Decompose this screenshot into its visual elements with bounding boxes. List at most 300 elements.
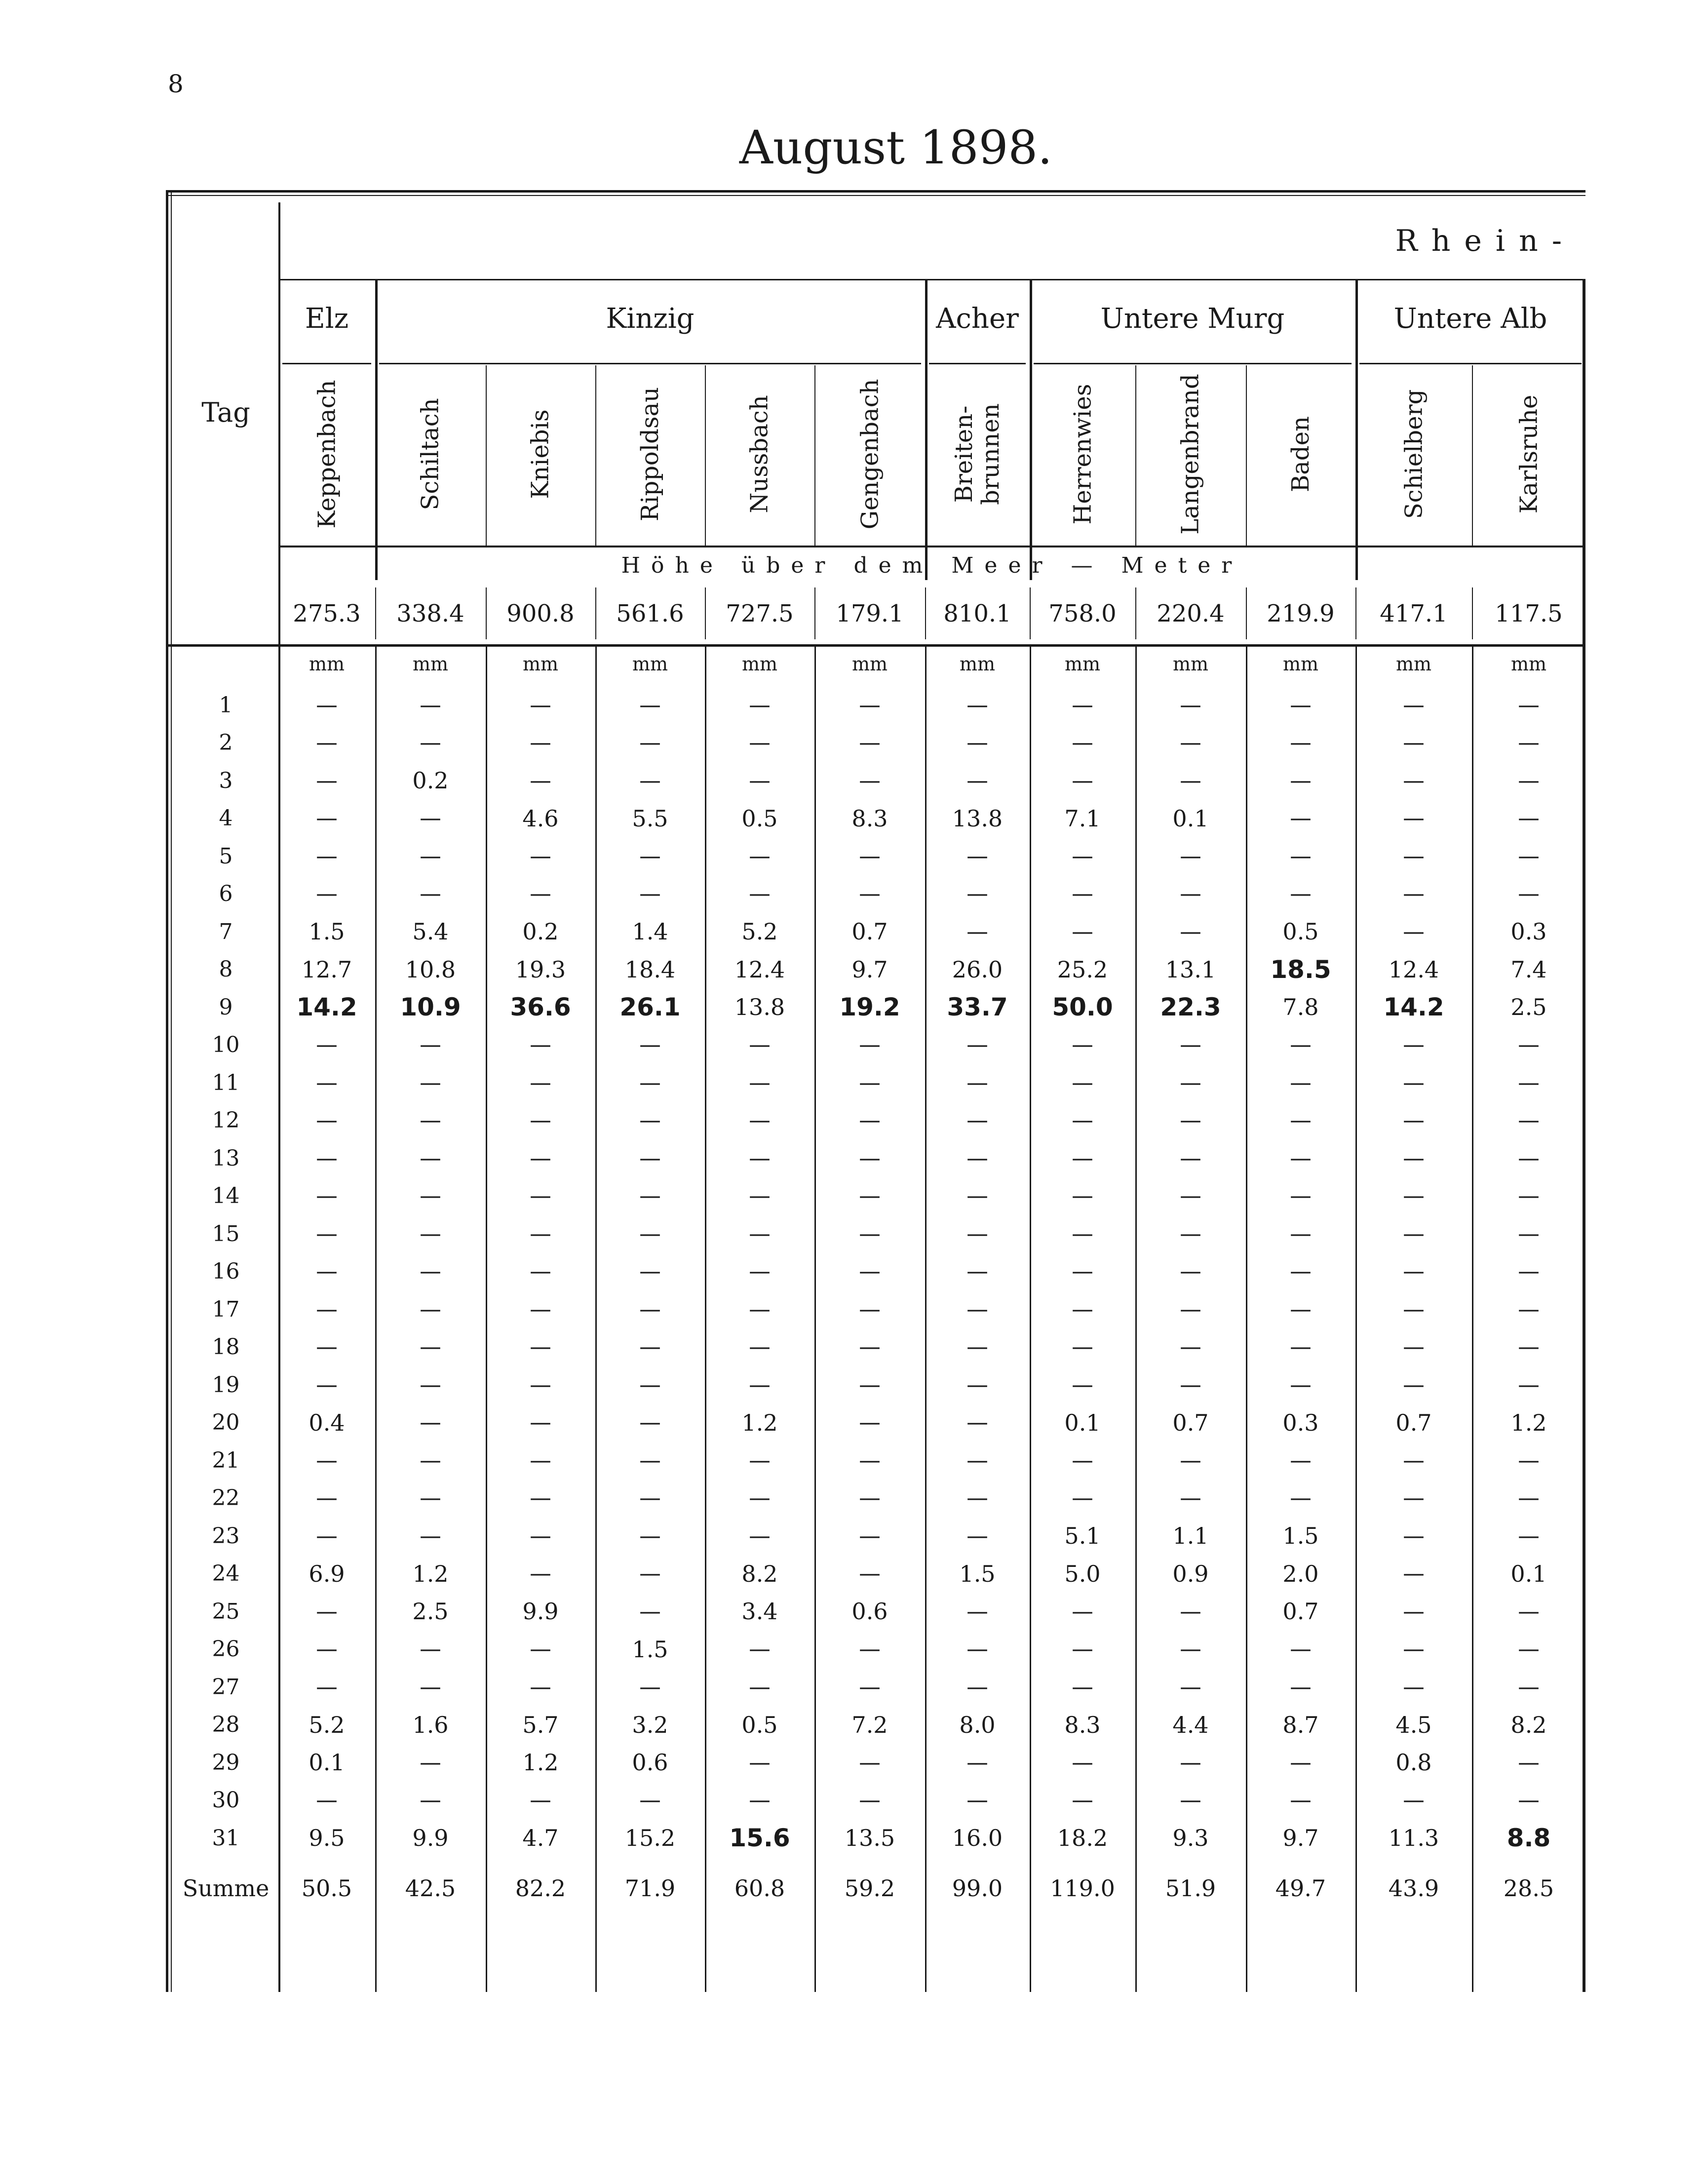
value-cell: — <box>316 843 338 869</box>
value-cell: — <box>420 1259 441 1285</box>
value-cell: — <box>1072 1296 1093 1322</box>
station-rule <box>925 365 926 546</box>
value-cell: — <box>859 1674 881 1700</box>
station-name: Baden <box>1287 416 1314 492</box>
station-header-2 <box>486 368 595 541</box>
value-cell: — <box>530 1108 551 1133</box>
day-label: 3 <box>219 768 233 793</box>
day-label: 28 <box>212 1712 240 1738</box>
value-cell: — <box>420 1221 441 1247</box>
day-label: 19 <box>212 1372 240 1398</box>
value-cell: — <box>420 1334 441 1360</box>
value-cell: — <box>1072 1788 1093 1813</box>
value-cell: — <box>316 806 338 831</box>
value-cell: — <box>1290 881 1312 907</box>
station-name: Schiltach <box>417 398 444 510</box>
value-cell: — <box>639 1259 661 1285</box>
value-cell: — <box>420 843 441 869</box>
value-cell: — <box>639 1523 661 1549</box>
value-cell: — <box>1180 1183 1201 1209</box>
value-cell: — <box>420 1485 441 1511</box>
value-cell: — <box>1180 1637 1201 1662</box>
value-cell: — <box>530 730 551 756</box>
elevation-7: 758.0 <box>1048 599 1117 627</box>
value-cell: — <box>1403 1221 1425 1247</box>
summe-value: 82.2 <box>515 1874 566 1902</box>
value-cell: — <box>530 843 551 869</box>
value-cell: 0.2 <box>412 767 449 794</box>
elevation-11: 117.5 <box>1495 599 1563 627</box>
value-cell: — <box>1072 1372 1093 1398</box>
value-cell: — <box>316 730 338 756</box>
value-cell: 25.2 <box>1057 956 1108 983</box>
value-cell: — <box>1072 1637 1093 1662</box>
value-cell: — <box>859 1637 881 1662</box>
value-cell: 10.9 <box>400 993 461 1022</box>
station-header-1 <box>375 368 486 541</box>
elev-rule <box>1135 587 1136 639</box>
value-cell: — <box>1518 1599 1540 1624</box>
value-cell: — <box>966 1032 988 1058</box>
value-cell: — <box>420 1296 441 1322</box>
elev-rule <box>1246 587 1247 639</box>
value-cell: — <box>530 1410 551 1436</box>
value-cell: — <box>966 1750 988 1775</box>
value-cell: — <box>1403 881 1425 907</box>
value-cell: — <box>639 1561 661 1587</box>
day-label: 14 <box>212 1183 240 1209</box>
value-cell: — <box>1072 1750 1093 1775</box>
value-cell: — <box>1518 1674 1540 1700</box>
day-label: 22 <box>212 1485 240 1511</box>
value-cell: — <box>966 1788 988 1813</box>
value-cell: — <box>749 768 771 793</box>
value-cell: — <box>749 1485 771 1511</box>
value-cell: — <box>639 1447 661 1473</box>
summe-value: 59.2 <box>844 1874 895 1902</box>
value-cell: — <box>966 1447 988 1473</box>
value-cell: 9.7 <box>851 956 888 983</box>
value-cell: — <box>749 1108 771 1133</box>
day-label: 25 <box>212 1599 240 1624</box>
value-cell: — <box>420 806 441 831</box>
value-cell: — <box>1290 1259 1312 1285</box>
value-cell: — <box>1403 1637 1425 1662</box>
value-cell: — <box>1518 1032 1540 1058</box>
elev-rule <box>814 587 815 639</box>
value-cell: — <box>1072 843 1093 869</box>
value-cell: — <box>1180 1070 1201 1095</box>
day-label: 26 <box>212 1637 240 1662</box>
value-cell: — <box>316 768 338 793</box>
value-cell: — <box>1072 1221 1093 1247</box>
value-cell: 1.2 <box>412 1560 449 1587</box>
value-cell: — <box>1403 1674 1425 1700</box>
value-cell: — <box>1180 1221 1201 1247</box>
value-cell: — <box>1290 730 1312 756</box>
value-cell: — <box>859 1221 881 1247</box>
value-cell: — <box>530 881 551 907</box>
value-cell: 13.8 <box>952 805 1003 832</box>
value-cell: — <box>859 1372 881 1398</box>
value-cell: — <box>1518 1221 1540 1247</box>
value-cell: — <box>530 1183 551 1209</box>
value-cell: — <box>316 1447 338 1473</box>
unit-4: mm <box>741 653 778 675</box>
elevation-10: 417.1 <box>1380 599 1448 627</box>
day-label: 1 <box>219 692 233 718</box>
value-cell: — <box>639 730 661 756</box>
station-header-10 <box>1355 368 1472 541</box>
value-cell: — <box>749 1183 771 1209</box>
value-cell: — <box>966 692 988 718</box>
value-cell: 8.3 <box>851 805 888 832</box>
value-cell: 18.4 <box>624 956 676 983</box>
value-cell: 7.4 <box>1510 956 1547 983</box>
value-cell: — <box>1403 1183 1425 1209</box>
value-cell: — <box>859 1485 881 1511</box>
page-number: 8 <box>168 70 184 98</box>
value-cell: 2.0 <box>1282 1560 1319 1587</box>
value-cell: — <box>859 1561 881 1587</box>
day-label: 10 <box>212 1032 240 1058</box>
elev-rule <box>375 587 376 639</box>
value-cell: 9.9 <box>522 1598 559 1625</box>
value-cell: — <box>1290 1070 1312 1095</box>
value-cell: — <box>420 1032 441 1058</box>
value-cell: — <box>1403 843 1425 869</box>
value-cell: — <box>749 1334 771 1360</box>
value-cell: — <box>749 1221 771 1247</box>
value-cell: 4.5 <box>1395 1711 1432 1738</box>
value-cell: — <box>1290 768 1312 793</box>
station-rule <box>705 365 706 546</box>
value-cell: — <box>639 843 661 869</box>
value-cell: — <box>1290 1750 1312 1775</box>
summe-value: 60.8 <box>734 1874 785 1902</box>
day-label: 31 <box>212 1825 240 1851</box>
value-cell: 7.1 <box>1064 805 1101 832</box>
river-rule <box>929 363 1026 364</box>
value-cell: — <box>1180 730 1201 756</box>
day-label: 30 <box>212 1788 240 1813</box>
station-name: Kniebis <box>527 409 554 499</box>
value-cell: — <box>639 1032 661 1058</box>
value-cell: — <box>966 1108 988 1133</box>
value-cell: 15.6 <box>729 1824 790 1853</box>
value-cell: — <box>420 1750 441 1775</box>
value-cell: — <box>1180 1145 1201 1171</box>
value-cell: — <box>1180 919 1201 944</box>
value-cell: — <box>1072 1259 1093 1285</box>
day-label: 13 <box>212 1145 240 1171</box>
value-cell: — <box>749 1637 771 1662</box>
value-cell: — <box>966 1485 988 1511</box>
value-cell: 9.7 <box>1282 1825 1319 1852</box>
value-cell: — <box>530 1032 551 1058</box>
value-cell: — <box>859 1296 881 1322</box>
unit-2: mm <box>522 653 559 675</box>
value-cell: — <box>316 1372 338 1398</box>
summe-value: 119.0 <box>1050 1874 1115 1902</box>
value-cell: 0.7 <box>851 918 888 945</box>
value-cell: — <box>966 1145 988 1171</box>
value-cell: 0.3 <box>1282 1409 1319 1436</box>
value-cell: — <box>1403 1599 1425 1624</box>
value-cell: — <box>1180 1259 1201 1285</box>
river-header-3: Untere Murg <box>1100 302 1285 335</box>
value-cell: — <box>749 692 771 718</box>
value-cell: 1.5 <box>959 1560 996 1587</box>
summe-label: Summe <box>182 1874 270 1902</box>
day-label: 5 <box>219 843 233 869</box>
value-cell: — <box>966 919 988 944</box>
value-cell: — <box>966 1070 988 1095</box>
value-cell: 0.1 <box>1172 805 1209 832</box>
value-cell: — <box>1403 1523 1425 1549</box>
summe-value: 51.9 <box>1165 1874 1216 1902</box>
river-rule <box>1034 363 1352 364</box>
value-cell: — <box>639 881 661 907</box>
value-cell: — <box>1518 1334 1540 1360</box>
value-cell: 14.2 <box>296 993 357 1022</box>
value-cell: — <box>1290 1334 1312 1360</box>
value-cell: — <box>316 1296 338 1322</box>
value-cell: — <box>639 1145 661 1171</box>
value-cell: — <box>1072 1070 1093 1095</box>
day-label: 21 <box>212 1447 240 1473</box>
elev-rule <box>1030 587 1031 639</box>
value-cell: — <box>749 1523 771 1549</box>
value-cell: — <box>420 1523 441 1549</box>
day-label: 12 <box>212 1108 240 1133</box>
summe-value: 99.0 <box>952 1874 1003 1902</box>
day-label: 9 <box>219 994 233 1020</box>
value-cell: — <box>1403 1561 1425 1587</box>
value-cell: — <box>749 843 771 869</box>
elev-rule <box>1472 587 1473 639</box>
station-header-7 <box>1030 368 1135 541</box>
value-cell: 1.5 <box>1282 1522 1319 1550</box>
value-cell: — <box>1072 1145 1093 1171</box>
value-cell: — <box>1290 1145 1312 1171</box>
elev-rule <box>925 587 926 639</box>
value-cell: 1.2 <box>522 1749 559 1776</box>
unit-7: mm <box>1064 653 1101 675</box>
station-rule <box>1135 365 1136 546</box>
value-cell: — <box>966 1183 988 1209</box>
value-cell: — <box>1072 919 1093 944</box>
day-label: 4 <box>219 806 233 831</box>
value-cell: — <box>1290 806 1312 831</box>
value-cell: — <box>1180 768 1201 793</box>
value-cell: — <box>859 1259 881 1285</box>
value-cell: — <box>749 1145 771 1171</box>
station-name: Langenbrand <box>1177 374 1205 535</box>
value-cell: — <box>1290 1485 1312 1511</box>
value-cell: — <box>420 1108 441 1133</box>
river-header-4: Untere Alb <box>1393 302 1547 335</box>
day-label: 18 <box>212 1334 240 1360</box>
river-rule <box>282 363 371 364</box>
day-label: 29 <box>212 1750 240 1775</box>
value-cell: — <box>639 1674 661 1700</box>
unit-1: mm <box>412 653 449 675</box>
region-header: Rhein- <box>1395 223 1576 258</box>
value-cell: — <box>1290 692 1312 718</box>
value-cell: — <box>1072 768 1093 793</box>
value-cell: — <box>530 1523 551 1549</box>
value-cell: — <box>639 1788 661 1813</box>
value-cell: — <box>1290 843 1312 869</box>
value-cell: — <box>1180 692 1201 718</box>
value-cell: — <box>1518 1750 1540 1775</box>
unit-6: mm <box>959 653 996 675</box>
tag-header: Tag <box>201 396 250 428</box>
elevation-3: 561.6 <box>616 599 684 627</box>
value-cell: — <box>316 1145 338 1171</box>
value-cell: 0.1 <box>309 1749 345 1776</box>
elevation-0: 275.3 <box>293 599 361 627</box>
value-cell: 9.3 <box>1172 1825 1209 1852</box>
value-cell: 22.3 <box>1160 993 1221 1022</box>
value-cell: — <box>749 1296 771 1322</box>
value-cell: 1.2 <box>741 1409 778 1436</box>
value-cell: — <box>749 1070 771 1095</box>
day-label: 24 <box>212 1561 240 1587</box>
value-cell: 5.2 <box>741 918 778 945</box>
value-cell: — <box>859 1183 881 1209</box>
station-header-8 <box>1135 368 1246 541</box>
elevation-bottom-rule <box>166 644 1585 647</box>
value-cell: — <box>1072 1485 1093 1511</box>
unit-3: mm <box>632 653 668 675</box>
value-cell: — <box>316 1599 338 1624</box>
value-cell: — <box>1290 1221 1312 1247</box>
value-cell: — <box>530 1070 551 1095</box>
elevation-9: 219.9 <box>1267 599 1335 627</box>
value-cell: 1.6 <box>412 1711 449 1738</box>
value-cell: 12.7 <box>301 956 352 983</box>
value-cell: — <box>420 1788 441 1813</box>
unit-0: mm <box>309 653 345 675</box>
value-cell: — <box>1180 1599 1201 1624</box>
value-cell: — <box>420 881 441 907</box>
value-cell: 8.2 <box>741 1560 778 1587</box>
value-cell: — <box>749 730 771 756</box>
value-cell: — <box>859 1447 881 1473</box>
value-cell: 0.7 <box>1395 1409 1432 1436</box>
value-cell: — <box>1403 806 1425 831</box>
value-cell: 0.8 <box>1395 1749 1432 1776</box>
value-cell: — <box>966 1372 988 1398</box>
value-cell: — <box>859 881 881 907</box>
elev-rule <box>486 587 487 639</box>
elevation-1: 338.4 <box>396 599 464 627</box>
value-cell: — <box>966 1259 988 1285</box>
value-cell: 10.8 <box>405 956 456 983</box>
value-cell: — <box>1180 1788 1201 1813</box>
value-cell: — <box>1180 1485 1201 1511</box>
value-cell: 8.2 <box>1510 1711 1547 1738</box>
value-cell: 26.0 <box>952 956 1003 983</box>
station-name: Nussbach <box>746 395 774 513</box>
value-cell: — <box>1290 1032 1312 1058</box>
river-header-1: Kinzig <box>606 302 695 335</box>
elevation-6: 810.1 <box>943 599 1011 627</box>
value-cell: — <box>749 1788 771 1813</box>
value-cell: — <box>1403 1145 1425 1171</box>
value-cell: 5.2 <box>309 1711 345 1738</box>
value-cell: — <box>316 1788 338 1813</box>
value-cell: — <box>316 881 338 907</box>
value-cell: — <box>316 1674 338 1700</box>
value-cell: — <box>639 1372 661 1398</box>
value-cell: — <box>1403 1070 1425 1095</box>
value-cell: — <box>966 1221 988 1247</box>
value-cell: 2.5 <box>1510 994 1547 1021</box>
value-cell: — <box>966 1410 988 1436</box>
hoehe-label: Höhe über dem Meer — Meter <box>621 552 1243 578</box>
value-cell: — <box>1518 730 1540 756</box>
value-cell: — <box>1180 1750 1201 1775</box>
value-cell: — <box>1072 1447 1093 1473</box>
elevation-8: 220.4 <box>1157 599 1225 627</box>
value-cell: — <box>1403 692 1425 718</box>
day-label: 20 <box>212 1410 240 1436</box>
value-cell: 5.7 <box>522 1711 559 1738</box>
value-cell: 15.2 <box>624 1825 676 1852</box>
value-cell: — <box>1072 1108 1093 1133</box>
value-cell: 8.0 <box>959 1711 996 1738</box>
value-cell: — <box>639 1183 661 1209</box>
value-cell: 26.1 <box>619 993 681 1022</box>
station-header-4 <box>705 368 814 541</box>
value-cell: — <box>316 692 338 718</box>
value-cell: 14.2 <box>1383 993 1444 1022</box>
value-cell: — <box>749 1447 771 1473</box>
value-cell: — <box>1180 1372 1201 1398</box>
summe-value: 49.7 <box>1275 1874 1326 1902</box>
value-cell: 7.8 <box>1282 994 1319 1021</box>
value-cell: 0.4 <box>309 1409 345 1436</box>
value-cell: — <box>1403 730 1425 756</box>
elev-rule <box>1355 587 1356 639</box>
value-cell: — <box>966 730 988 756</box>
value-cell: — <box>1403 1334 1425 1360</box>
value-cell: 0.1 <box>1064 1409 1101 1436</box>
value-cell: — <box>639 1221 661 1247</box>
top-rule-thin <box>166 195 1585 196</box>
value-cell: — <box>530 1674 551 1700</box>
value-cell: — <box>530 692 551 718</box>
value-cell: — <box>1403 1372 1425 1398</box>
value-cell: 3.4 <box>741 1598 778 1625</box>
station-header-9 <box>1246 368 1355 541</box>
day-label: 7 <box>219 919 233 944</box>
value-cell: 4.6 <box>522 805 559 832</box>
value-cell: 2.5 <box>412 1598 449 1625</box>
value-cell: — <box>859 1108 881 1133</box>
value-cell: — <box>1518 1637 1540 1662</box>
value-cell: — <box>316 1108 338 1133</box>
value-cell: 5.1 <box>1064 1522 1101 1550</box>
station-header-6 <box>925 368 1030 541</box>
value-cell: — <box>530 1145 551 1171</box>
value-cell: 5.4 <box>412 918 449 945</box>
value-cell: — <box>749 1674 771 1700</box>
value-cell: — <box>749 881 771 907</box>
